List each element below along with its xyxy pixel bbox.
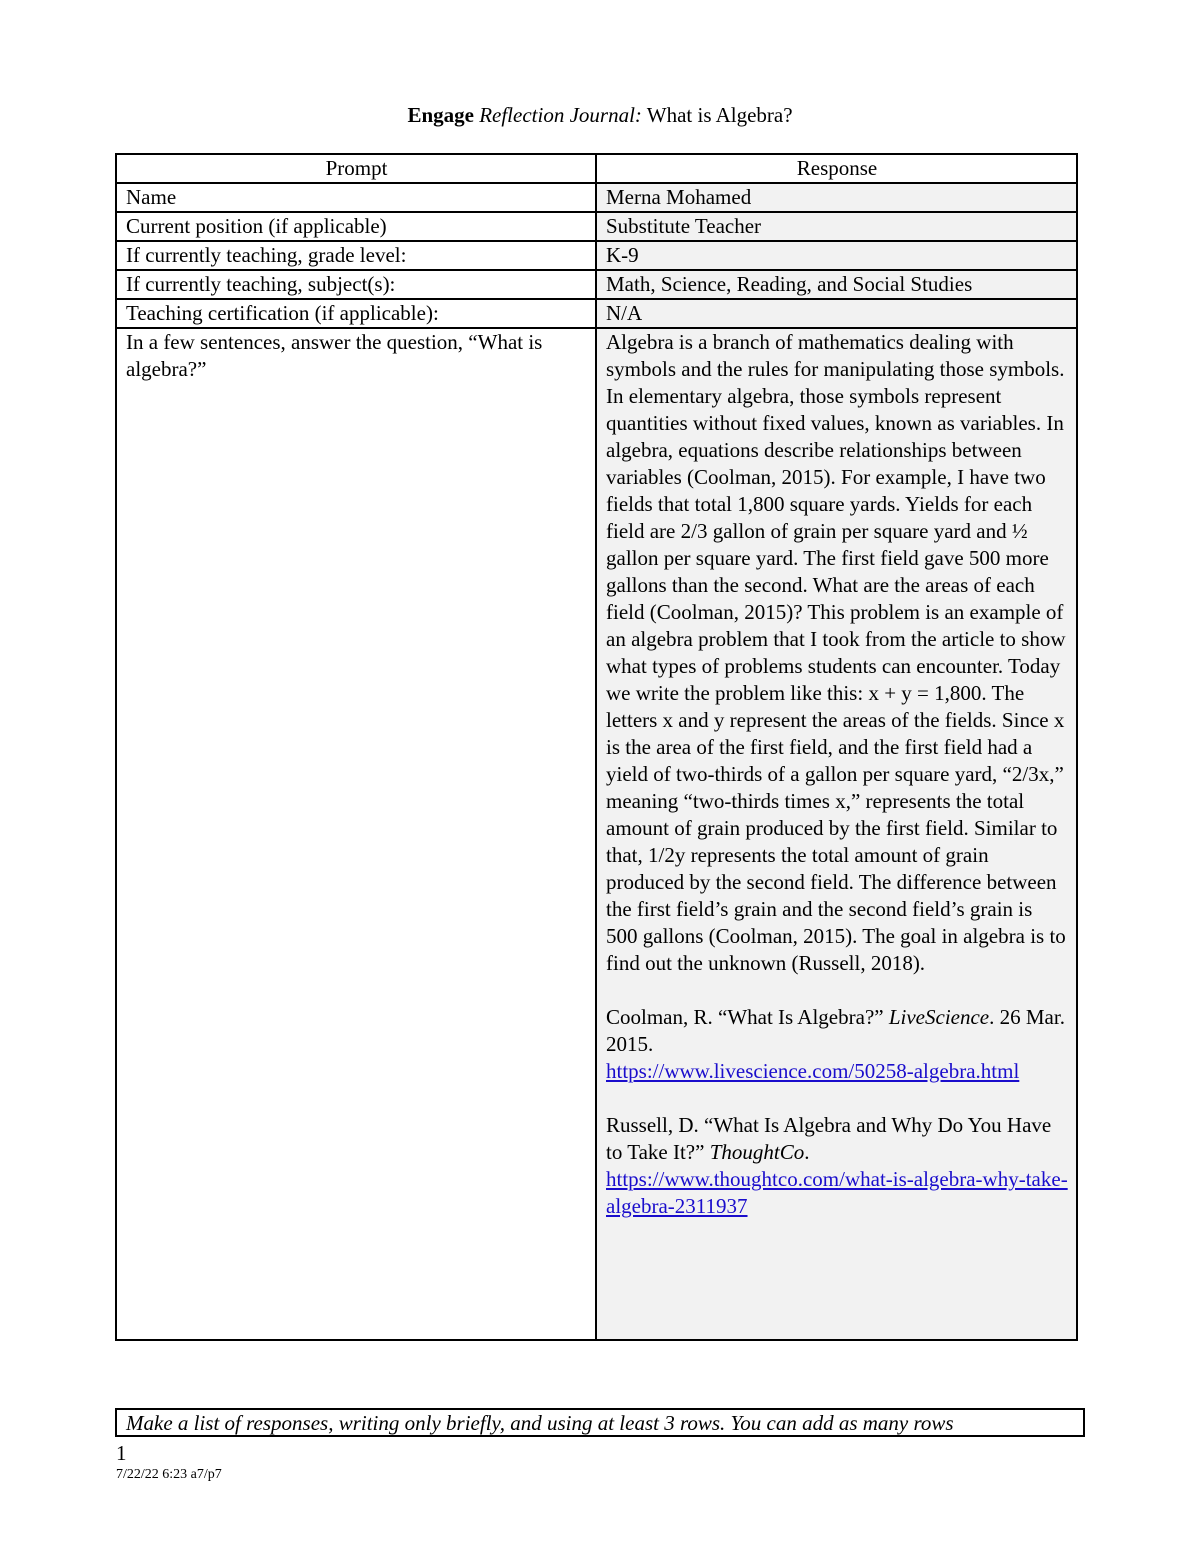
citation-coolman-tail: . 26 Mar. 2015. [606, 1005, 1065, 1056]
prompt-certification: Teaching certification (if applicable): [116, 299, 596, 328]
header-prompt: Prompt [116, 154, 596, 183]
header-response: Response [596, 154, 1077, 183]
prompt-what-is-algebra: In a few sentences, answer the question, “What is algebra?” [116, 328, 596, 1340]
prompt-position: Current position (if applicable) [116, 212, 596, 241]
citation-russell-lead: Russell, D. “What Is Algebra and Why Do You Have to Take It?” [606, 1113, 1052, 1164]
page-number: 1 [116, 1441, 127, 1465]
table-row [116, 270, 1077, 299]
citation-coolman-lead: Coolman, R. “What Is Algebra?” [606, 1005, 889, 1029]
instructions-box [115, 1408, 1085, 1437]
table-row [116, 183, 1077, 212]
footer-timestamp: 7/22/22 6:23 a7/p7 [116, 1467, 222, 1482]
title-plain: What is Algebra? [646, 103, 793, 127]
instructions-text: Make a list of responses, writing only briefly, and using at least 3 rows. You can add as many rows [126, 1411, 954, 1435]
citation-coolman [606, 1004, 1068, 1085]
citation-russell-source: ThoughtCo [709, 1140, 805, 1164]
response-name: Merna Mohamed [596, 183, 1077, 212]
response-what-is-algebra [596, 328, 1077, 1340]
citation-coolman-link[interactable]: https://www.livescience.com/50258-algebra.html [606, 1059, 1020, 1083]
prompt-subjects: If currently teaching, subject(s): [116, 270, 596, 299]
title-bold: Engage [407, 103, 474, 127]
response-position: Substitute Teacher [596, 212, 1077, 241]
answer-paragraph: Algebra is a branch of mathematics dealing with symbols and the rules for manipulating those symbols. In elementary algebra, those symbols represent quantities without fixed values, known as variables. In algebra, equations describe relationships between variables (Coolman, 2015). For example, I have two fields that total 1,800 square yards. Yields for each field are 2/3 gallon of grain per square yard and ½ gallon per square yard. The first field gave 500 more gallons than the second. What are the areas of each field (Coolman, 2015)? This problem is an example of an algebra problem that I took from the article to show what types of problems students can encounter. Today we write the problem like this: x + y = 1,800. The letters x and y represent the areas of the fields. Since x is the area of the first field, and the first field had a yield of two-thirds of a gallon per square yard, “2/3x,” meaning “two-thirds times x,” represents the total amount of grain produced by the first field. Similar to that, 1/2y represents the total amount of grain produced by the second field. The difference between the first field’s grain and the second field’s grain is 500 gallons (Coolman, 2015). The goal in algebra is to find out the unknown (Russell, 2018). [606, 330, 1066, 975]
table-row [116, 241, 1077, 270]
response-certification: N/A [596, 299, 1077, 328]
reflection-table [115, 153, 1078, 1341]
table-row [116, 299, 1077, 328]
prompt-grade-level: If currently teaching, grade level: [116, 241, 596, 270]
table-row-question [116, 328, 1077, 1340]
response-subjects: Math, Science, Reading, and Social Studies [596, 270, 1077, 299]
title-italic: Reflection Journal: [479, 103, 642, 127]
response-grade-level: K-9 [596, 241, 1077, 270]
citation-russell [606, 1112, 1068, 1220]
citation-coolman-source: LiveScience [888, 1005, 990, 1029]
table-row [116, 212, 1077, 241]
citation-russell-link[interactable]: https://www.thoughtco.com/what-is-algebra-why-take-algebra-2311937 [606, 1167, 1068, 1218]
citation-russell-tail: . [804, 1140, 810, 1164]
table-header-row [116, 154, 1077, 183]
prompt-name: Name [116, 183, 596, 212]
page-title [0, 100, 1200, 130]
